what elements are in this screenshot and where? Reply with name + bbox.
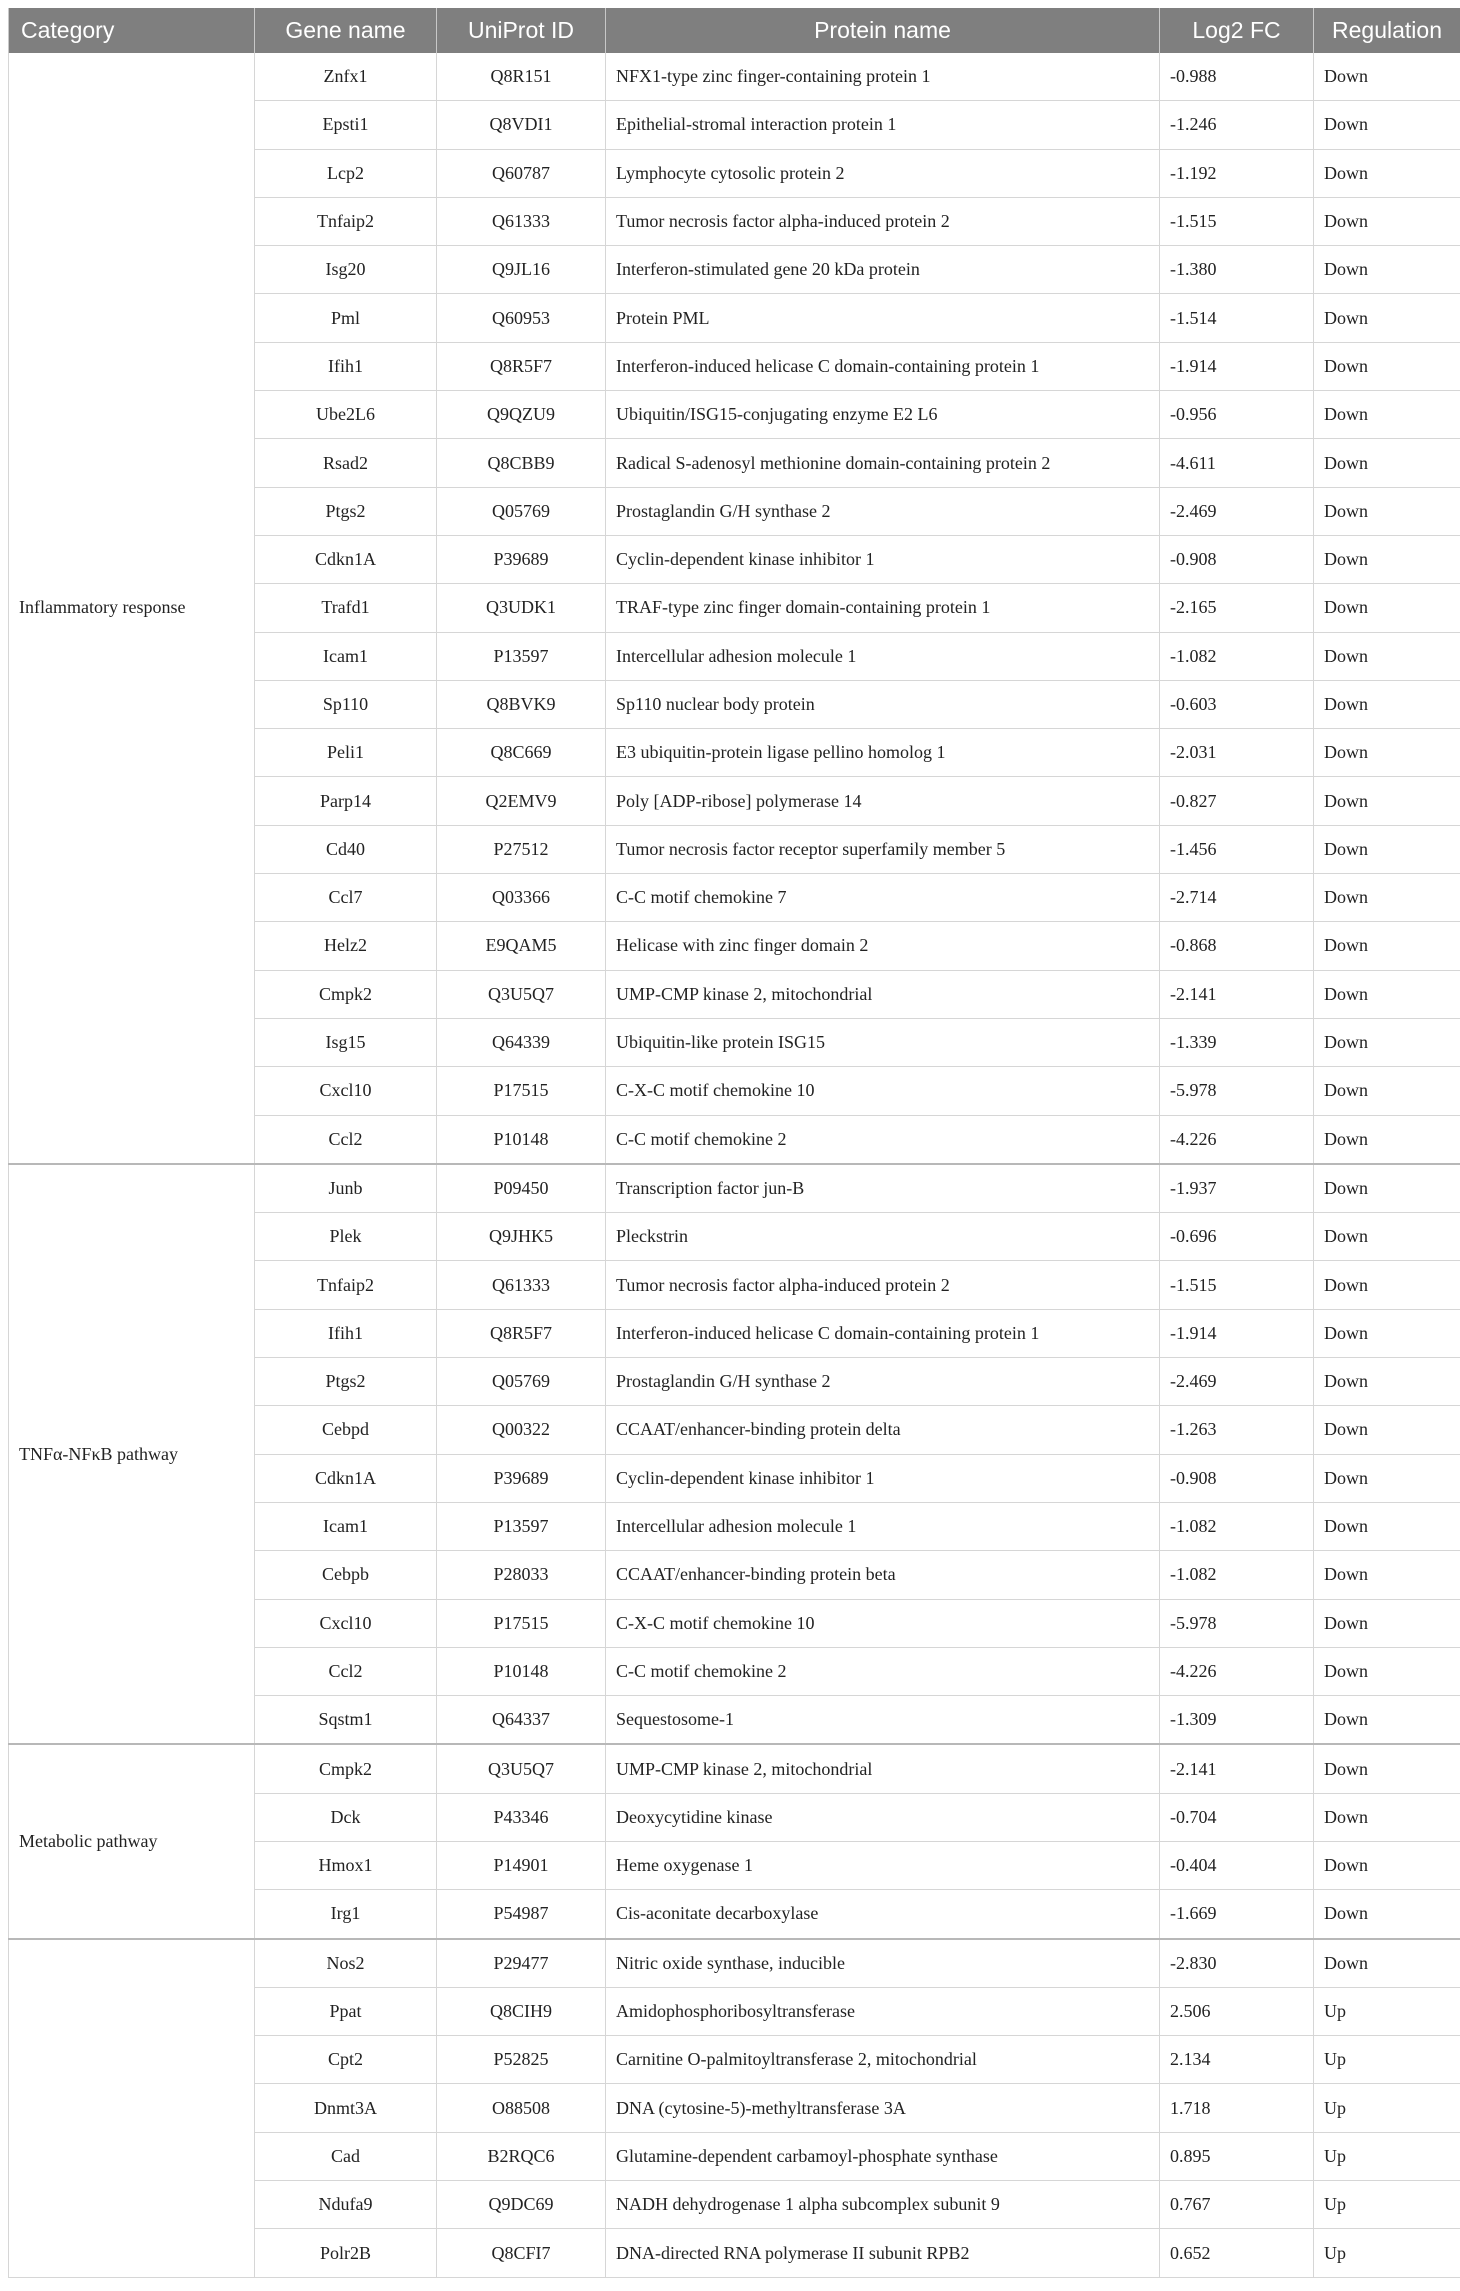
gene-name-cell: Isg20 <box>255 246 437 294</box>
gene-name-cell: Hmox1 <box>255 1841 437 1889</box>
regulation-cell: Down <box>1314 1599 1460 1647</box>
uniprot-id-cell: P39689 <box>437 535 606 583</box>
regulation-cell: Down <box>1314 680 1460 728</box>
protein-name-cell: Epithelial-stromal interaction protein 1 <box>606 101 1160 149</box>
gene-name-cell: Trafd1 <box>255 584 437 632</box>
gene-name-cell: Cmpk2 <box>255 1744 437 1793</box>
regulation-cell: Down <box>1314 101 1460 149</box>
log2-fc-cell: -1.937 <box>1160 1164 1314 1213</box>
protein-name-cell: Tumor necrosis factor alpha-induced protein 2 <box>606 1261 1160 1309</box>
uniprot-id-cell: Q61333 <box>437 1261 606 1309</box>
gene-name-cell: Ptgs2 <box>255 1358 437 1406</box>
log2-fc-cell: -1.246 <box>1160 101 1314 149</box>
table-header <box>9 8 1460 53</box>
header-protein-name: Protein name <box>606 8 1160 53</box>
gene-name-cell: Ptgs2 <box>255 487 437 535</box>
gene-name-cell: Peli1 <box>255 729 437 777</box>
protein-name-cell: Tumor necrosis factor receptor superfamily member 5 <box>606 825 1160 873</box>
log2-fc-cell: -0.404 <box>1160 1841 1314 1889</box>
uniprot-id-cell: Q8R5F7 <box>437 342 606 390</box>
protein-name-cell: Interferon-induced helicase C domain-containing protein 1 <box>606 1309 1160 1357</box>
regulation-cell: Down <box>1314 777 1460 825</box>
regulation-cell: Down <box>1314 1890 1460 1939</box>
log2-fc-cell: -0.704 <box>1160 1793 1314 1841</box>
uniprot-id-cell: P27512 <box>437 825 606 873</box>
protein-name-cell: CCAAT/enhancer-binding protein beta <box>606 1551 1160 1599</box>
regulation-cell: Down <box>1314 874 1460 922</box>
gene-name-cell: Dnmt3A <box>255 2084 437 2132</box>
uniprot-id-cell: P10148 <box>437 1115 606 1164</box>
uniprot-id-cell: Q9QZU9 <box>437 391 606 439</box>
gene-name-cell: Plek <box>255 1213 437 1261</box>
protein-name-cell: Cyclin-dependent kinase inhibitor 1 <box>606 535 1160 583</box>
log2-fc-cell: -5.978 <box>1160 1599 1314 1647</box>
protein-name-cell: NADH dehydrogenase 1 alpha subcomplex subunit 9 <box>606 2181 1160 2229</box>
regulation-cell: Down <box>1314 487 1460 535</box>
uniprot-id-cell: Q8C669 <box>437 729 606 777</box>
regulation-cell: Up <box>1314 2084 1460 2132</box>
gene-name-cell: Ccl7 <box>255 874 437 922</box>
category-cell: TNFα-NFκB pathway <box>9 1164 255 1745</box>
log2-fc-cell: -1.192 <box>1160 149 1314 197</box>
gene-name-cell: Rsad2 <box>255 439 437 487</box>
uniprot-id-cell: Q8R151 <box>437 53 606 101</box>
protein-name-cell: Helicase with zinc finger domain 2 <box>606 922 1160 970</box>
log2-fc-cell: -1.082 <box>1160 1551 1314 1599</box>
table-row <box>9 1939 1460 1988</box>
log2-fc-cell: -0.988 <box>1160 53 1314 101</box>
uniprot-id-cell: P17515 <box>437 1599 606 1647</box>
regulation-cell: Down <box>1314 1213 1460 1261</box>
protein-name-cell: DNA (cytosine-5)-methyltransferase 3A <box>606 2084 1160 2132</box>
uniprot-id-cell: Q05769 <box>437 1358 606 1406</box>
protein-name-cell: DNA-directed RNA polymerase II subunit RPB2 <box>606 2229 1160 2277</box>
protein-name-cell: Prostaglandin G/H synthase 2 <box>606 1358 1160 1406</box>
regulation-cell: Down <box>1314 391 1460 439</box>
regulation-cell: Down <box>1314 1647 1460 1695</box>
protein-name-cell: Sequestosome-1 <box>606 1696 1160 1745</box>
protein-name-cell: C-C motif chemokine 7 <box>606 874 1160 922</box>
regulation-cell: Down <box>1314 1841 1460 1889</box>
uniprot-id-cell: P10148 <box>437 1647 606 1695</box>
log2-fc-cell: -0.908 <box>1160 535 1314 583</box>
log2-fc-cell: -0.956 <box>1160 391 1314 439</box>
regulation-cell: Down <box>1314 197 1460 245</box>
uniprot-id-cell: Q8CFI7 <box>437 2229 606 2277</box>
regulation-cell: Down <box>1314 535 1460 583</box>
gene-name-cell: Tnfaip2 <box>255 1261 437 1309</box>
regulation-cell: Down <box>1314 1164 1460 1213</box>
regulation-cell: Down <box>1314 1454 1460 1502</box>
log2-fc-cell: -1.914 <box>1160 342 1314 390</box>
uniprot-id-cell: Q8R5F7 <box>437 1309 606 1357</box>
regulation-cell: Down <box>1314 1744 1460 1793</box>
gene-name-cell: Sp110 <box>255 680 437 728</box>
uniprot-id-cell: Q9JHK5 <box>437 1213 606 1261</box>
protein-name-cell: Amidophosphoribosyltransferase <box>606 1987 1160 2035</box>
uniprot-id-cell: P29477 <box>437 1939 606 1988</box>
log2-fc-cell: -1.515 <box>1160 1261 1314 1309</box>
gene-name-cell: Ifih1 <box>255 1309 437 1357</box>
log2-fc-cell: -1.309 <box>1160 1696 1314 1745</box>
uniprot-id-cell: O88508 <box>437 2084 606 2132</box>
uniprot-id-cell: Q8CIH9 <box>437 1987 606 2035</box>
header-category: Category <box>9 8 255 53</box>
log2-fc-cell: -1.914 <box>1160 1309 1314 1357</box>
uniprot-id-cell: P09450 <box>437 1164 606 1213</box>
header-row <box>9 8 1460 53</box>
protein-name-cell: Intercellular adhesion molecule 1 <box>606 632 1160 680</box>
log2-fc-cell: 0.652 <box>1160 2229 1314 2277</box>
gene-name-cell: Ifih1 <box>255 342 437 390</box>
regulation-cell: Down <box>1314 1115 1460 1164</box>
regulation-cell: Up <box>1314 2132 1460 2180</box>
log2-fc-cell: -2.031 <box>1160 729 1314 777</box>
protein-name-cell: CCAAT/enhancer-binding protein delta <box>606 1406 1160 1454</box>
regulation-cell: Down <box>1314 632 1460 680</box>
log2-fc-cell: -1.514 <box>1160 294 1314 342</box>
gene-name-cell: Cxcl10 <box>255 1067 437 1115</box>
gene-name-cell: Ccl2 <box>255 1115 437 1164</box>
regulation-cell: Up <box>1314 2036 1460 2084</box>
gene-name-cell: Pml <box>255 294 437 342</box>
uniprot-id-cell: Q8VDI1 <box>437 101 606 149</box>
uniprot-id-cell: Q64339 <box>437 1018 606 1066</box>
uniprot-id-cell: P54987 <box>437 1890 606 1939</box>
regulation-cell: Down <box>1314 825 1460 873</box>
protein-name-cell: Lymphocyte cytosolic protein 2 <box>606 149 1160 197</box>
protein-name-cell: Nitric oxide synthase, inducible <box>606 1939 1160 1988</box>
log2-fc-cell: -2.469 <box>1160 487 1314 535</box>
category-cell: Metabolic pathway <box>9 1744 255 1938</box>
log2-fc-cell: -1.339 <box>1160 1018 1314 1066</box>
regulation-cell: Down <box>1314 1502 1460 1550</box>
uniprot-id-cell: Q03366 <box>437 874 606 922</box>
log2-fc-cell: -0.908 <box>1160 1454 1314 1502</box>
log2-fc-cell: -0.827 <box>1160 777 1314 825</box>
log2-fc-cell: -0.868 <box>1160 922 1314 970</box>
log2-fc-cell: -4.226 <box>1160 1647 1314 1695</box>
protein-name-cell: Heme oxygenase 1 <box>606 1841 1160 1889</box>
protein-name-cell: Cis-aconitate decarboxylase <box>606 1890 1160 1939</box>
uniprot-id-cell: P43346 <box>437 1793 606 1841</box>
gene-name-cell: Epsti1 <box>255 101 437 149</box>
regulation-cell: Down <box>1314 149 1460 197</box>
regulation-cell: Down <box>1314 922 1460 970</box>
header-gene-name: Gene name <box>255 8 437 53</box>
gene-name-cell: Ube2L6 <box>255 391 437 439</box>
log2-fc-cell: 0.895 <box>1160 2132 1314 2180</box>
gene-name-cell: Nos2 <box>255 1939 437 1988</box>
log2-fc-cell: 0.767 <box>1160 2181 1314 2229</box>
log2-fc-cell: -4.611 <box>1160 439 1314 487</box>
gene-name-cell: Tnfaip2 <box>255 197 437 245</box>
table-row <box>9 53 1460 101</box>
log2-fc-cell: -5.978 <box>1160 1067 1314 1115</box>
protein-name-cell: Interferon-stimulated gene 20 kDa protein <box>606 246 1160 294</box>
gene-name-cell: Dck <box>255 1793 437 1841</box>
header-uniprot-id: UniProt ID <box>437 8 606 53</box>
uniprot-id-cell: P14901 <box>437 1841 606 1889</box>
header-regulation: Regulation <box>1314 8 1460 53</box>
log2-fc-cell: -2.469 <box>1160 1358 1314 1406</box>
gene-name-cell: Icam1 <box>255 1502 437 1550</box>
protein-name-cell: C-X-C motif chemokine 10 <box>606 1599 1160 1647</box>
protein-name-cell: Tumor necrosis factor alpha-induced protein 2 <box>606 197 1160 245</box>
log2-fc-cell: -2.830 <box>1160 1939 1314 1988</box>
protein-name-cell: UMP-CMP kinase 2, mitochondrial <box>606 1744 1160 1793</box>
regulation-cell: Up <box>1314 1987 1460 2035</box>
log2-fc-cell: 1.718 <box>1160 2084 1314 2132</box>
protein-name-cell: E3 ubiquitin-protein ligase pellino homolog 1 <box>606 729 1160 777</box>
uniprot-id-cell: Q3U5Q7 <box>437 1744 606 1793</box>
protein-name-cell: Interferon-induced helicase C domain-containing protein 1 <box>606 342 1160 390</box>
regulation-cell: Down <box>1314 1309 1460 1357</box>
protein-name-cell: Intercellular adhesion molecule 1 <box>606 1502 1160 1550</box>
table-container <box>8 8 1460 2278</box>
regulation-cell: Up <box>1314 2229 1460 2277</box>
uniprot-id-cell: Q05769 <box>437 487 606 535</box>
regulation-cell: Down <box>1314 1793 1460 1841</box>
log2-fc-cell: -0.696 <box>1160 1213 1314 1261</box>
uniprot-id-cell: P39689 <box>437 1454 606 1502</box>
uniprot-id-cell: P13597 <box>437 632 606 680</box>
protein-name-cell: UMP-CMP kinase 2, mitochondrial <box>606 970 1160 1018</box>
regulation-cell: Down <box>1314 294 1460 342</box>
regulation-cell: Down <box>1314 584 1460 632</box>
gene-name-cell: Cd40 <box>255 825 437 873</box>
gene-name-cell: Polr2B <box>255 2229 437 2277</box>
uniprot-id-cell: Q9JL16 <box>437 246 606 294</box>
log2-fc-cell: -2.165 <box>1160 584 1314 632</box>
gene-name-cell: Ppat <box>255 1987 437 2035</box>
regulation-cell: Down <box>1314 1406 1460 1454</box>
gene-name-cell: Irg1 <box>255 1890 437 1939</box>
regulation-cell: Down <box>1314 439 1460 487</box>
regulation-cell: Up <box>1314 2181 1460 2229</box>
gene-name-cell: Cmpk2 <box>255 970 437 1018</box>
gene-name-cell: Isg15 <box>255 1018 437 1066</box>
uniprot-id-cell: Q2EMV9 <box>437 777 606 825</box>
protein-name-cell: TRAF-type zinc finger domain-containing protein 1 <box>606 584 1160 632</box>
protein-name-cell: Deoxycytidine kinase <box>606 1793 1160 1841</box>
log2-fc-cell: 2.506 <box>1160 1987 1314 2035</box>
regulation-cell: Down <box>1314 342 1460 390</box>
protein-name-cell: Protein PML <box>606 294 1160 342</box>
gene-name-cell: Parp14 <box>255 777 437 825</box>
gene-name-cell: Cdkn1A <box>255 1454 437 1502</box>
uniprot-id-cell: P28033 <box>437 1551 606 1599</box>
regulation-cell: Down <box>1314 1261 1460 1309</box>
protein-name-cell: Ubiquitin/ISG15-conjugating enzyme E2 L6 <box>606 391 1160 439</box>
regulation-cell: Down <box>1314 970 1460 1018</box>
uniprot-id-cell: Q8BVK9 <box>437 680 606 728</box>
uniprot-id-cell: P52825 <box>437 2036 606 2084</box>
uniprot-id-cell: Q61333 <box>437 197 606 245</box>
uniprot-id-cell: Q60953 <box>437 294 606 342</box>
regulation-cell: Down <box>1314 246 1460 294</box>
regulation-cell: Down <box>1314 1067 1460 1115</box>
protein-name-cell: Poly [ADP-ribose] polymerase 14 <box>606 777 1160 825</box>
gene-name-cell: Cdkn1A <box>255 535 437 583</box>
log2-fc-cell: 2.134 <box>1160 2036 1314 2084</box>
uniprot-id-cell: B2RQC6 <box>437 2132 606 2180</box>
protein-name-cell: Prostaglandin G/H synthase 2 <box>606 487 1160 535</box>
protein-name-cell: Transcription factor jun-B <box>606 1164 1160 1213</box>
log2-fc-cell: -2.141 <box>1160 970 1314 1018</box>
regulation-cell: Down <box>1314 1358 1460 1406</box>
protein-name-cell: Cyclin-dependent kinase inhibitor 1 <box>606 1454 1160 1502</box>
uniprot-id-cell: Q3U5Q7 <box>437 970 606 1018</box>
gene-name-cell: Ccl2 <box>255 1647 437 1695</box>
protein-name-cell: Pleckstrin <box>606 1213 1160 1261</box>
protein-name-cell: C-C motif chemokine 2 <box>606 1647 1160 1695</box>
gene-name-cell: Icam1 <box>255 632 437 680</box>
log2-fc-cell: -0.603 <box>1160 680 1314 728</box>
table-row <box>9 1744 1460 1793</box>
protein-name-cell: Glutamine-dependent carbamoyl-phosphate synthase <box>606 2132 1160 2180</box>
regulation-cell: Down <box>1314 729 1460 777</box>
log2-fc-cell: -1.456 <box>1160 825 1314 873</box>
protein-name-cell: C-C motif chemokine 2 <box>606 1115 1160 1164</box>
gene-name-cell: Cad <box>255 2132 437 2180</box>
regulation-cell: Down <box>1314 1551 1460 1599</box>
uniprot-id-cell: Q64337 <box>437 1696 606 1745</box>
uniprot-id-cell: Q8CBB9 <box>437 439 606 487</box>
gene-name-cell: Lcp2 <box>255 149 437 197</box>
gene-name-cell: Znfx1 <box>255 53 437 101</box>
category-cell <box>9 1939 255 2278</box>
gene-name-cell: Cebpd <box>255 1406 437 1454</box>
category-cell: Inflammatory response <box>9 53 255 1164</box>
uniprot-id-cell: E9QAM5 <box>437 922 606 970</box>
table-row <box>9 1164 1460 1213</box>
uniprot-id-cell: P13597 <box>437 1502 606 1550</box>
gene-name-cell: Cxcl10 <box>255 1599 437 1647</box>
header-log2-fc: Log2 FC <box>1160 8 1314 53</box>
uniprot-id-cell: Q60787 <box>437 149 606 197</box>
uniprot-id-cell: P17515 <box>437 1067 606 1115</box>
gene-name-cell: Ndufa9 <box>255 2181 437 2229</box>
log2-fc-cell: -2.714 <box>1160 874 1314 922</box>
gene-name-cell: Cebpb <box>255 1551 437 1599</box>
protein-table <box>8 8 1460 2278</box>
gene-name-cell: Helz2 <box>255 922 437 970</box>
log2-fc-cell: -2.141 <box>1160 1744 1314 1793</box>
protein-name-cell: NFX1-type zinc finger-containing protein 1 <box>606 53 1160 101</box>
regulation-cell: Down <box>1314 1939 1460 1988</box>
gene-name-cell: Cpt2 <box>255 2036 437 2084</box>
protein-name-cell: Carnitine O-palmitoyltransferase 2, mitochondrial <box>606 2036 1160 2084</box>
uniprot-id-cell: Q00322 <box>437 1406 606 1454</box>
protein-name-cell: C-X-C motif chemokine 10 <box>606 1067 1160 1115</box>
gene-name-cell: Sqstm1 <box>255 1696 437 1745</box>
protein-name-cell: Ubiquitin-like protein ISG15 <box>606 1018 1160 1066</box>
log2-fc-cell: -1.669 <box>1160 1890 1314 1939</box>
log2-fc-cell: -1.515 <box>1160 197 1314 245</box>
regulation-cell: Down <box>1314 1018 1460 1066</box>
table-body <box>9 53 1460 2277</box>
log2-fc-cell: -1.082 <box>1160 632 1314 680</box>
log2-fc-cell: -1.380 <box>1160 246 1314 294</box>
uniprot-id-cell: Q9DC69 <box>437 2181 606 2229</box>
protein-name-cell: Sp110 nuclear body protein <box>606 680 1160 728</box>
protein-name-cell: Radical S-adenosyl methionine domain-containing protein 2 <box>606 439 1160 487</box>
regulation-cell: Down <box>1314 1696 1460 1745</box>
regulation-cell: Down <box>1314 53 1460 101</box>
log2-fc-cell: -4.226 <box>1160 1115 1314 1164</box>
uniprot-id-cell: Q3UDK1 <box>437 584 606 632</box>
gene-name-cell: Junb <box>255 1164 437 1213</box>
log2-fc-cell: -1.263 <box>1160 1406 1314 1454</box>
log2-fc-cell: -1.082 <box>1160 1502 1314 1550</box>
